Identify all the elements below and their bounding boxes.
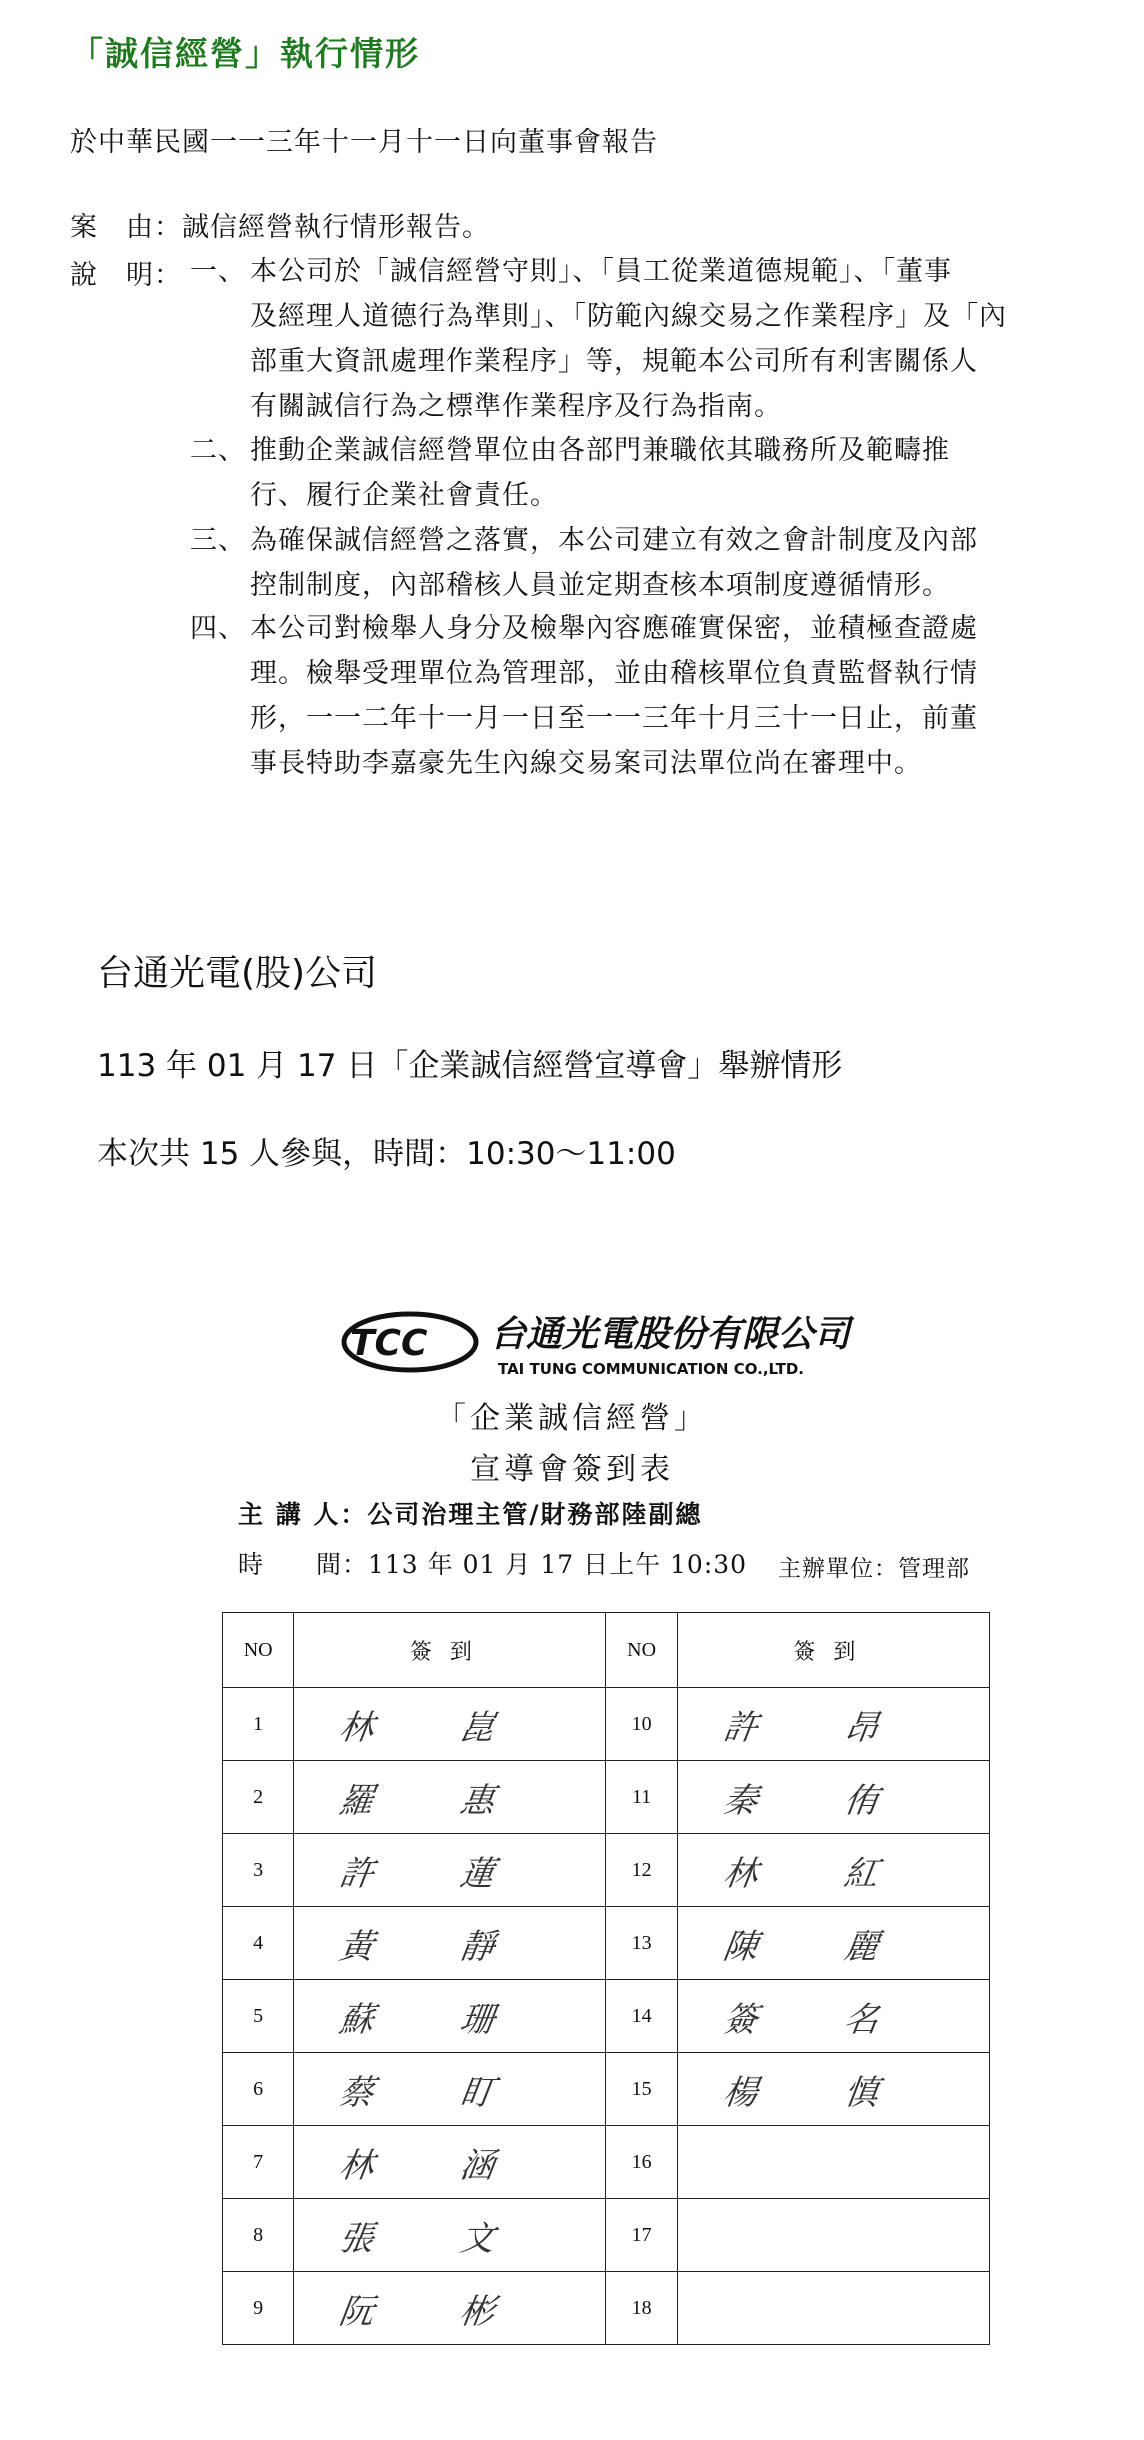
row-number-right: 13 xyxy=(606,1907,677,1980)
item-line: 有關誠信行為之標準作業程序及行為指南。 xyxy=(250,391,782,422)
signature-left-cell xyxy=(294,1834,606,1907)
report-title: 「誠信經營」執行情形 xyxy=(70,34,420,73)
item-line: 推動企業誠信經營單位由各部門兼職依其職務所及範疇推 xyxy=(250,435,950,466)
logo-english-name: TAI TUNG COMMUNICATION CO.,LTD. xyxy=(498,1360,804,1378)
row-number-left: 8 xyxy=(223,2199,294,2272)
row-number-right: 18 xyxy=(606,2272,677,2345)
signature-right-cell xyxy=(677,2053,989,2126)
signature-left-cell xyxy=(294,2199,606,2272)
signature-right-cell xyxy=(677,2126,989,2199)
signature-right-cell xyxy=(677,2272,989,2345)
item-line: 本公司對檢舉人身分及檢舉內容應確實保密，並積極查證處 xyxy=(250,613,978,644)
signature-left: 蔡 盯 xyxy=(336,2072,536,2113)
signin-table xyxy=(222,1612,990,2345)
row-number-right: 15 xyxy=(606,2053,677,2126)
logo-tcc-text: TCC xyxy=(350,1323,428,1364)
row-number-right: 14 xyxy=(606,1980,677,2053)
row-number-right: 17 xyxy=(606,2199,677,2272)
item-line: 事長特助李嘉豪先生內線交易案司法單位尚在審理中。 xyxy=(250,748,922,779)
signature-right-cell xyxy=(677,1907,989,1980)
explain-label: 說 明： xyxy=(70,260,182,291)
item-number: 四、 xyxy=(190,613,246,644)
time-line: 時 間：113 年 01 月 17 日上午 10:30 xyxy=(238,1550,748,1579)
signature-left: 林 涵 xyxy=(336,2145,536,2186)
header-no-right: NO xyxy=(606,1613,677,1688)
row-number-left: 5 xyxy=(223,1980,294,2053)
item-line: 本公司於「誠信經營守則」、「員工從業道德規範」、「董事 xyxy=(250,256,952,287)
table-row xyxy=(223,1761,990,1834)
signin-table-body xyxy=(223,1688,990,2345)
report-item-1 xyxy=(190,249,1090,429)
item-line: 理。檢舉受理單位為管理部，並由稽核單位負責監督執行情 xyxy=(250,658,978,689)
signature-right: 楊 慎 xyxy=(720,2072,919,2113)
table-row xyxy=(223,1980,990,2053)
sheet-subtitle: 宣導會簽到表 xyxy=(470,1452,674,1487)
signature-right-cell xyxy=(677,2199,989,2272)
signature-right-cell xyxy=(677,1688,989,1761)
logo-chinese-name: 台通光電股份有限公司 xyxy=(490,1314,851,1355)
signature-left-cell xyxy=(294,1980,606,2053)
item-line: 行、履行企業社會責任。 xyxy=(250,480,558,511)
sheet-title: 「企業誠信經營」 xyxy=(436,1401,708,1436)
signature-left-cell xyxy=(294,1688,606,1761)
row-number-left: 7 xyxy=(223,2126,294,2199)
item-number: 三、 xyxy=(190,525,246,556)
row-number-right: 11 xyxy=(606,1761,677,1834)
table-row xyxy=(223,2126,990,2199)
row-number-left: 2 xyxy=(223,1761,294,1834)
item-line: 控制制度，內部稽核人員並定期查核本項制度遵循情形。 xyxy=(250,570,950,601)
signature-right-cell xyxy=(677,1834,989,1907)
signature-right: 許 昂 xyxy=(720,1707,919,1748)
signature-right-cell xyxy=(677,1980,989,2053)
signature-left: 林 崑 xyxy=(336,1707,536,1748)
report-item-3 xyxy=(190,518,1090,608)
item-number: 一、 xyxy=(190,256,246,287)
report-date-line: 於中華民國一一三年十一月十一日向董事會報告 xyxy=(70,127,658,158)
table-row xyxy=(223,2053,990,2126)
tcc-logo-icon xyxy=(338,1302,858,1382)
signature-right: 簽 名 xyxy=(720,1999,919,2040)
report-item-2 xyxy=(190,428,1090,518)
row-number-right: 10 xyxy=(606,1688,677,1761)
signature-left: 黃 靜 xyxy=(336,1926,536,1967)
item-line: 形，一一二年十一月一日至一一三年十月三十一日止，前董 xyxy=(250,703,978,734)
item-number: 二、 xyxy=(190,435,246,466)
event-line: 113 年 01 月 17 日「企業誠信經營宣導會」舉辦情形 xyxy=(97,1048,843,1084)
case-line: 案 由：誠信經營執行情形報告。 xyxy=(70,212,490,243)
signature-right: 陳 麗 xyxy=(720,1926,919,1967)
signature-left: 許 蓮 xyxy=(336,1853,536,1894)
row-number-left: 9 xyxy=(223,2272,294,2345)
table-row xyxy=(223,2199,990,2272)
header-sign-right: 簽到 xyxy=(677,1613,989,1688)
signature-right: 林 紅 xyxy=(720,1853,919,1894)
signature-left-cell xyxy=(294,2126,606,2199)
organizer-line: 主辦單位：管理部 xyxy=(778,1556,970,1582)
speaker-line: 主 講 人：公司治理主管/財務部陸副總 xyxy=(238,1500,703,1529)
header-sign-left: 簽到 xyxy=(294,1613,606,1688)
table-header-row xyxy=(223,1613,990,1688)
item-line: 為確保誠信經營之落實，本公司建立有效之會計制度及內部 xyxy=(250,525,978,556)
report-item-4 xyxy=(190,606,1090,786)
item-line: 部重大資訊處理作業程序」等，規範本公司所有利害關係人 xyxy=(250,346,978,377)
signature-left-cell xyxy=(294,1907,606,1980)
row-number-right: 16 xyxy=(606,2126,677,2199)
signature-left-cell xyxy=(294,1761,606,1834)
participants-line: 本次共 15 人參與，時間：10:30～11:00 xyxy=(97,1136,676,1172)
row-number-left: 1 xyxy=(223,1688,294,1761)
item-line: 及經理人道德行為準則」、「防範內線交易之作業程序」及「內 xyxy=(250,301,1007,332)
signature-left: 阮 彬 xyxy=(336,2291,536,2332)
company-logo xyxy=(338,1302,858,1382)
row-number-left: 3 xyxy=(223,1834,294,1907)
table-row xyxy=(223,1907,990,1980)
signature-left: 羅 惠 xyxy=(336,1780,536,1821)
row-number-left: 4 xyxy=(223,1907,294,1980)
table-row xyxy=(223,1834,990,1907)
row-number-right: 12 xyxy=(606,1834,677,1907)
signature-right: 秦 侑 xyxy=(720,1780,919,1821)
signature-right-cell xyxy=(677,1761,989,1834)
header-no-left: NO xyxy=(223,1613,294,1688)
signature-left: 蘇 珊 xyxy=(336,1999,536,2040)
table-row xyxy=(223,1688,990,1761)
row-number-left: 6 xyxy=(223,2053,294,2126)
signature-left-cell xyxy=(294,2272,606,2345)
company-heading: 台通光電(股)公司 xyxy=(97,953,378,994)
table-row xyxy=(223,2272,990,2345)
signature-left: 張 文 xyxy=(336,2218,536,2259)
signature-left-cell xyxy=(294,2053,606,2126)
